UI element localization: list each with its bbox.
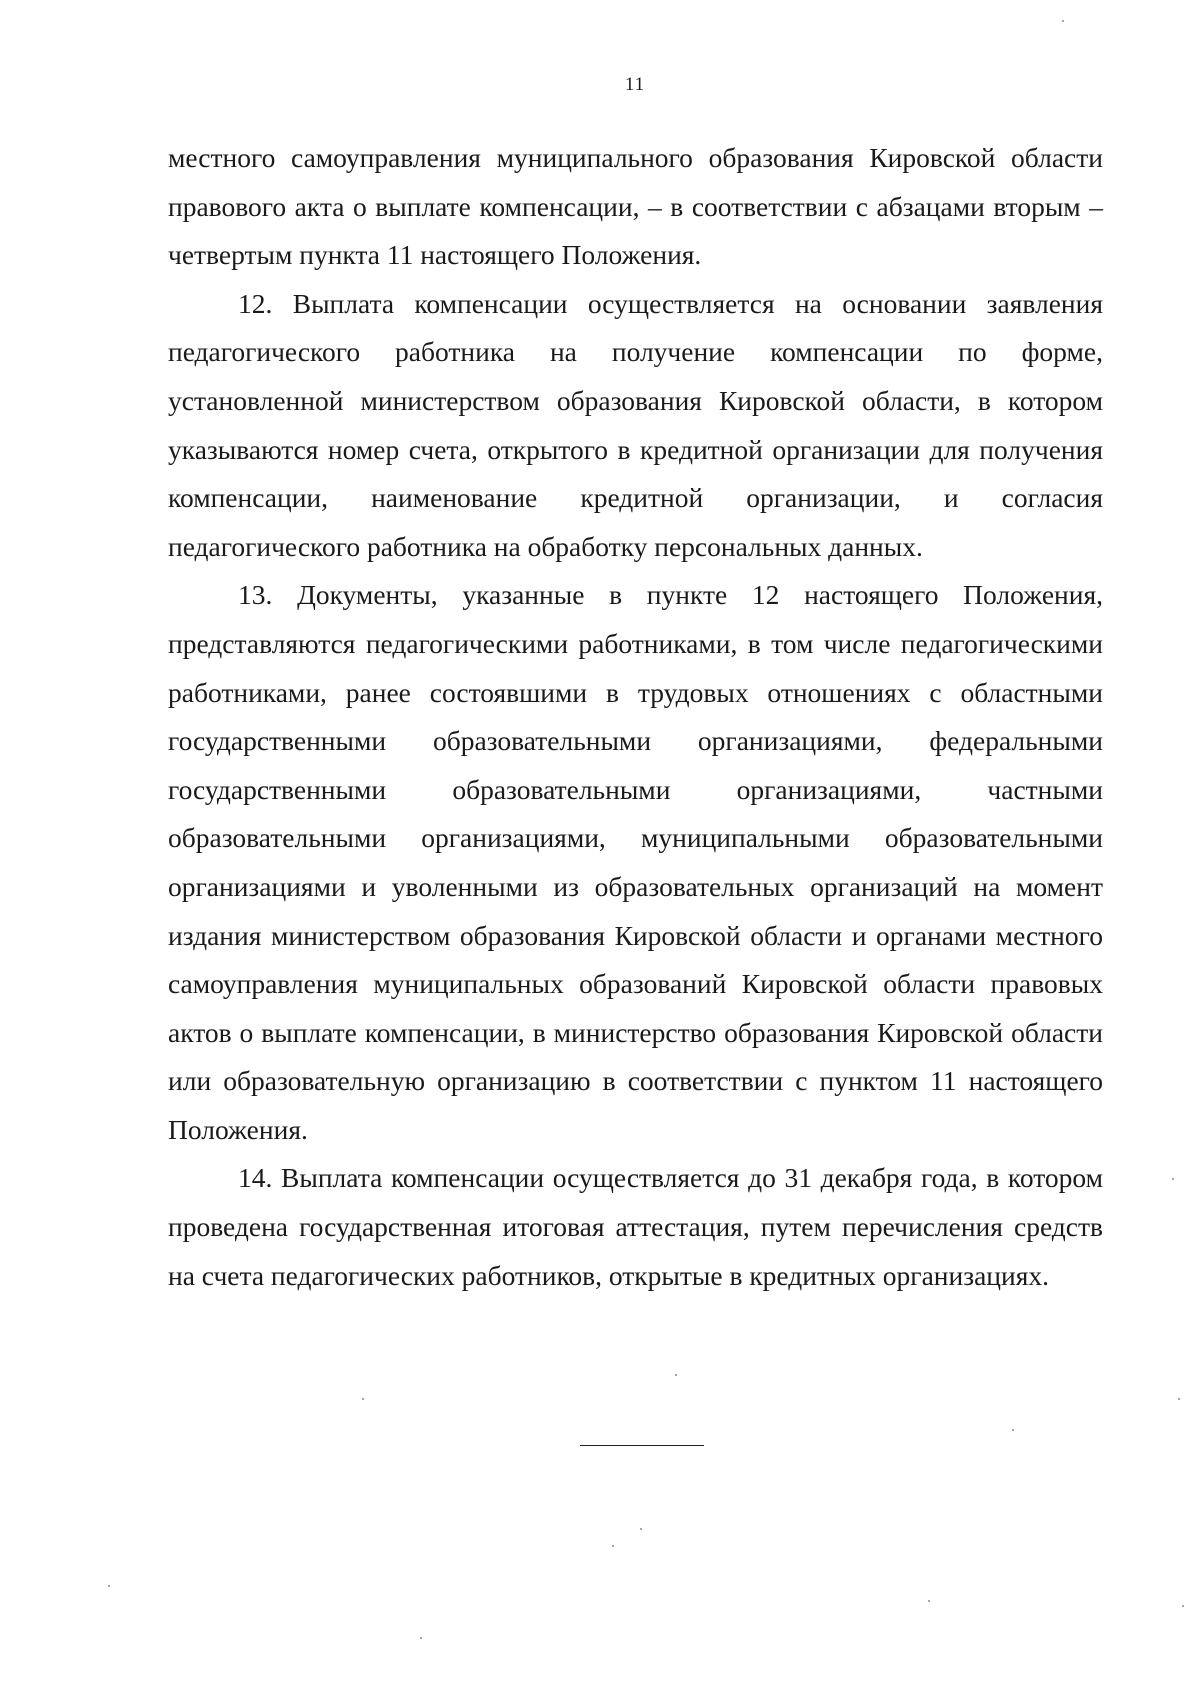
scan-speck <box>1182 1605 1184 1607</box>
scan-speck <box>640 1528 642 1530</box>
scan-speck <box>1012 1429 1014 1431</box>
end-of-text-rule <box>580 1445 704 1446</box>
scan-speck <box>108 1585 110 1587</box>
paragraph-continuation: местного самоуправления муниципального образования Кировской области правового акта о выплате компенсации, – в соответствии с абзацами вторым – четвертым пункта 11 настоящего Положения. <box>168 142 1103 271</box>
scan-speck <box>420 1637 422 1639</box>
page-number: 11 <box>624 74 646 95</box>
scan-speck <box>675 1374 677 1376</box>
scan-speck <box>362 1398 364 1400</box>
scan-speck <box>1172 1178 1174 1180</box>
scan-speck <box>612 1545 614 1547</box>
document-body <box>168 134 1103 1300</box>
scan-speck <box>928 1600 930 1602</box>
paragraph-item-12: 12. Выплата компенсации осуществляется на основании заявления педагогического работника на получение компенсации по форме, установленной министерством образования Кировской области, в котором указываются номер счета, открытого в кредитной организации для получения компенсации, наименование кредитной организации, и согласия педагогического работника на обработку персональных данных. <box>168 287 1103 562</box>
paragraph-item-13: 13. Документы, указанные в пункте 12 настоящего Положения, представляются педагогическими работниками, в том числе педагогическими работниками, ранее состоявшими в трудовых отношениях с областными государственными образовательными организациями, федеральными государственными образовательными организациями, частными образовательными организациями, муниципальными образовательными организациями и уволенными из образовательных организаций на момент издания министерством образования Кировской области и органами местного самоуправления муниципальных образований Кировской области правовых актов о выплате компенсации, в министерство образования Кировской области или образовательную организацию в соответствии с пунктом 11 настоящего Положения. <box>168 579 1103 1145</box>
scan-speck <box>1178 1398 1180 1400</box>
scan-speck <box>1062 20 1064 22</box>
paragraph-item-14: 14. Выплата компенсации осуществляется до 31 декабря года, в котором проведена государственная итоговая аттестация, путем перечисления средств на счета педагогических работников, открытые в кредитных организациях. <box>168 1162 1103 1291</box>
